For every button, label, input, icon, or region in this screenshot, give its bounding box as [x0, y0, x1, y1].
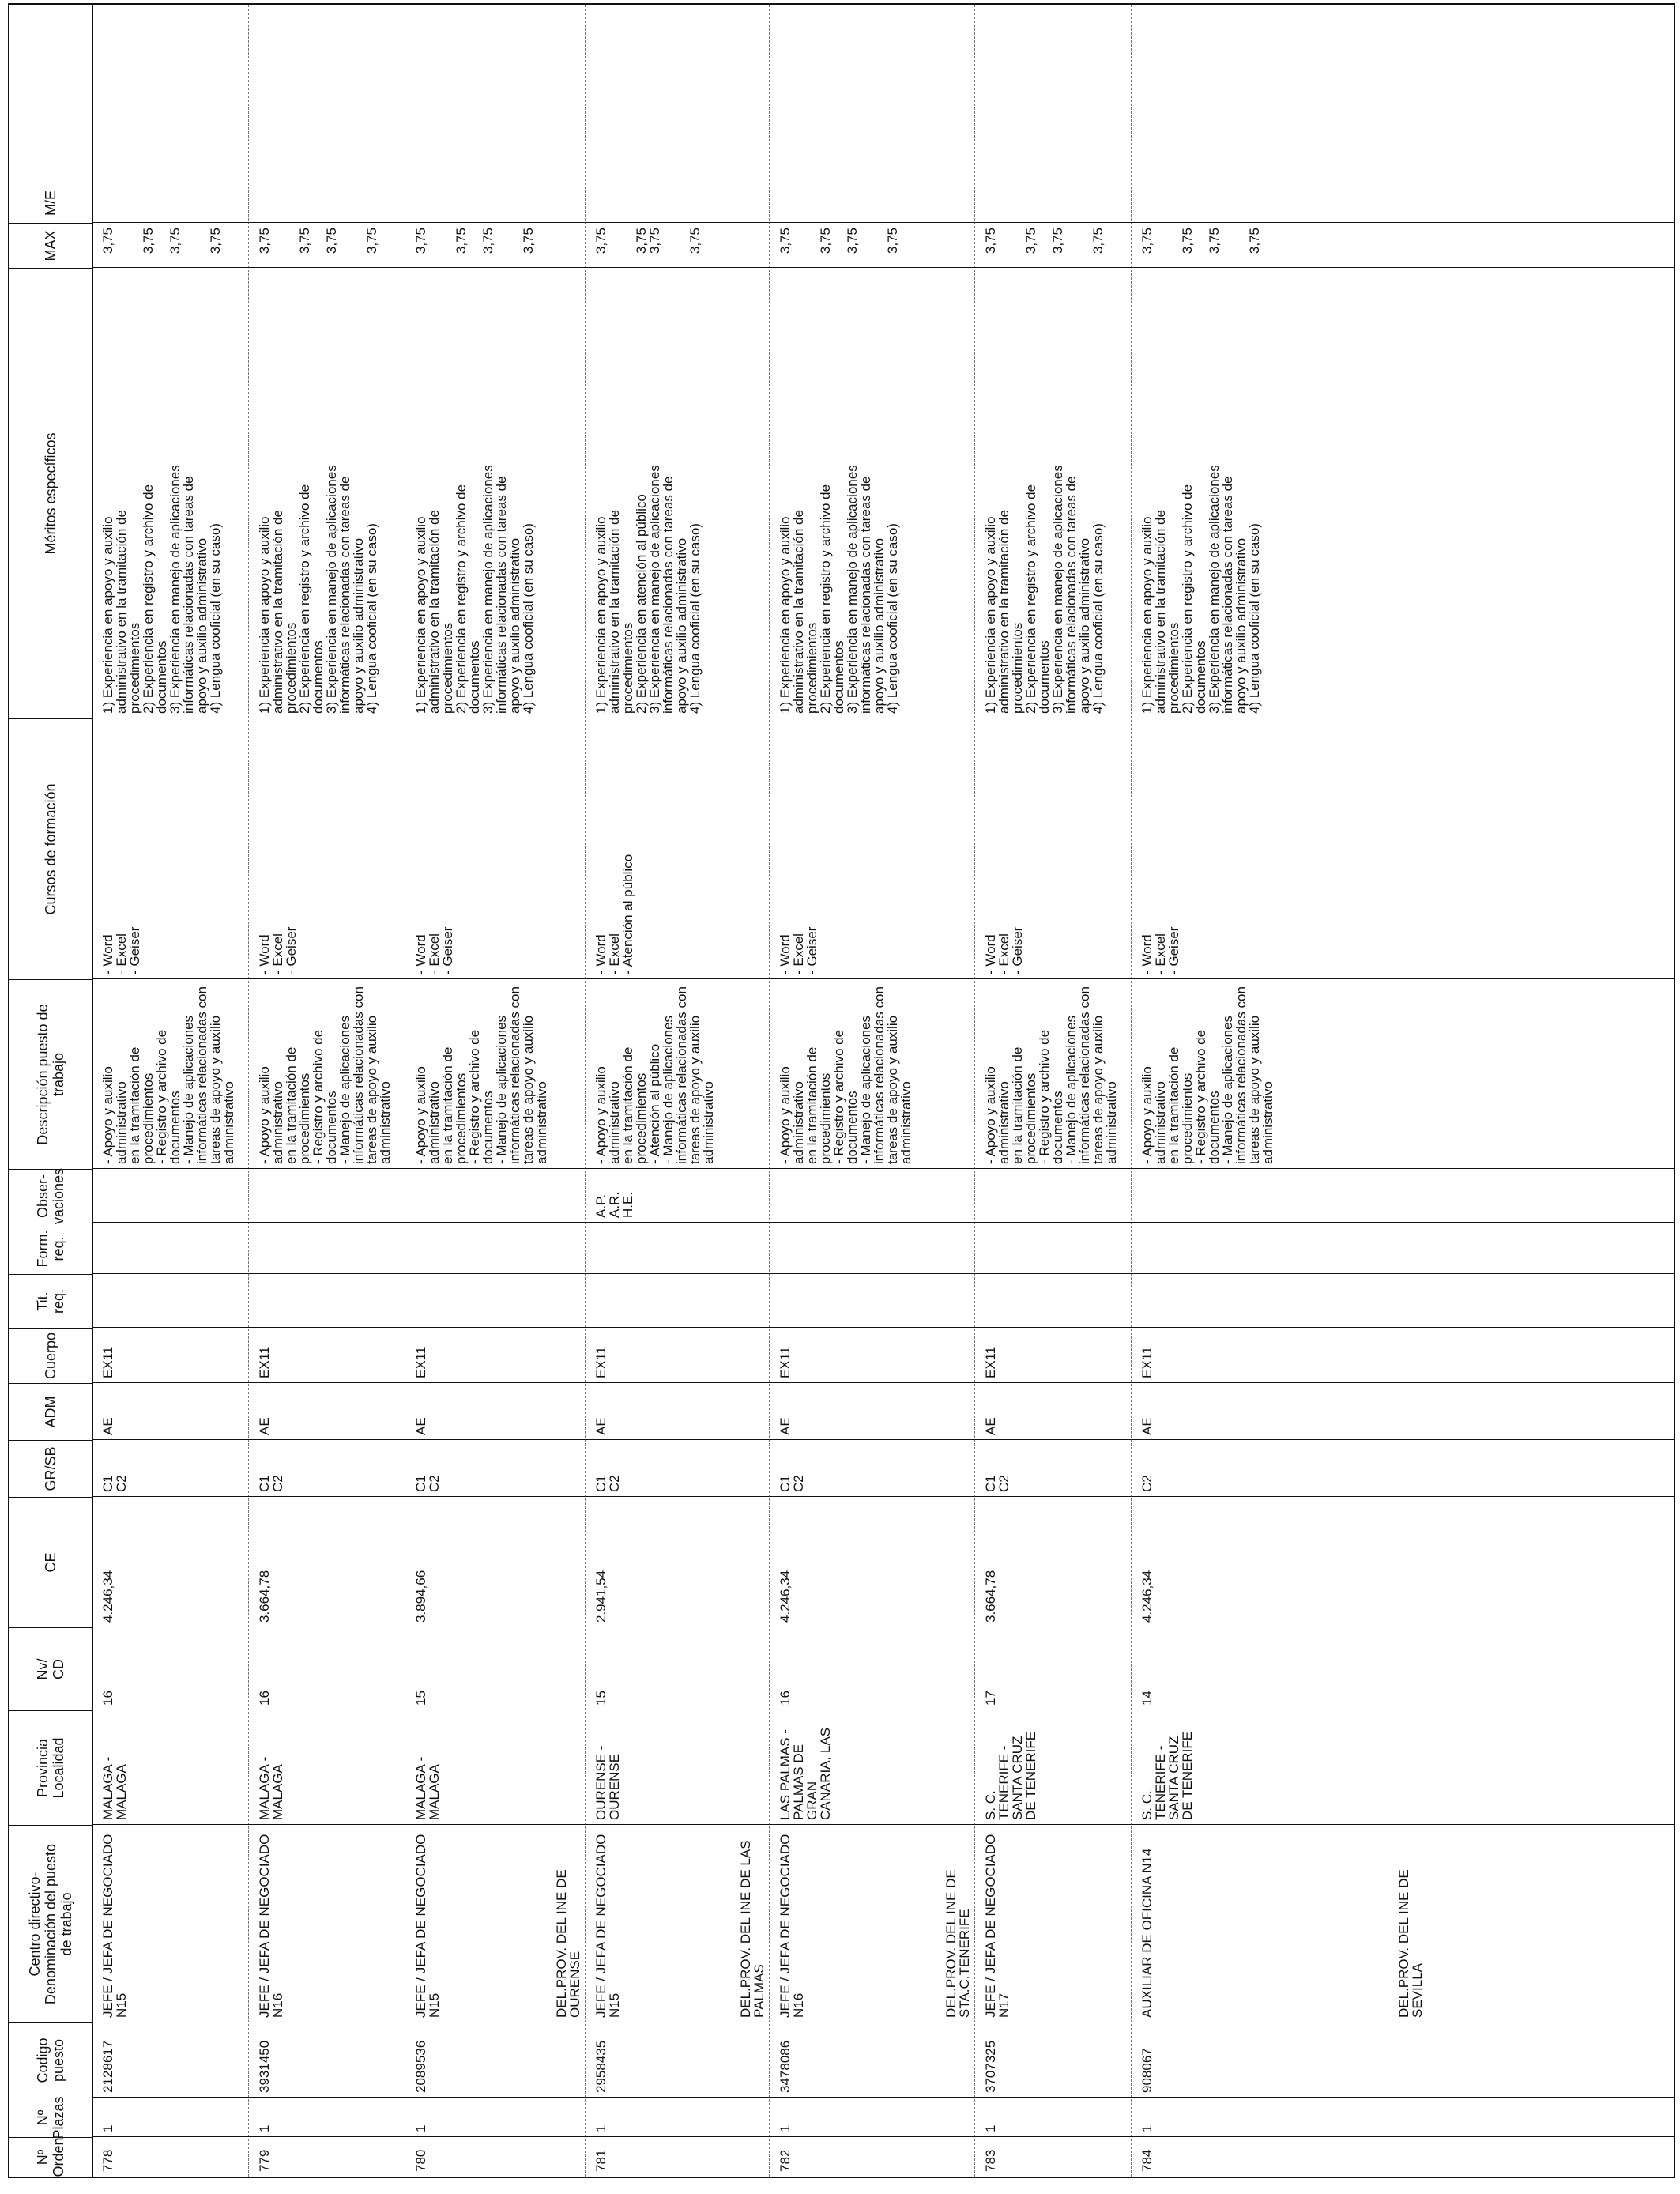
table-row	[974, 5, 1132, 2177]
column-divider	[92, 2097, 1674, 2098]
cell-adm: AE	[100, 1417, 115, 1435]
cell-nivel: 14	[1139, 1691, 1155, 1706]
cell-adm: AE	[778, 1417, 793, 1435]
column-divider	[92, 267, 1674, 268]
cell-descripcion: - Apoyo y auxilio administrativo en la tramitación de procedimientos - Atención al público - Manejo de aplicaciones informáticas relacionadas con tareas de apoyo y auxilio administrativo	[593, 986, 716, 1164]
cell-nivel: 15	[413, 1691, 428, 1706]
cell-centro-directivo: DEL.PROV. DEL INE DE SEVILLA	[1396, 1869, 1425, 2018]
cell-grupo: C1 C2	[593, 1475, 622, 1492]
cell-plazas: 1	[1139, 2124, 1155, 2132]
cell-tit	[769, 1274, 778, 1328]
cell-descripcion: - Apoyo y auxilio administrativo en la tramitación de procedimientos - Registro y archivo de documentos - Manejo de aplicaciones informáticas relacionadas con tareas de apoyo y auxilio administrativo	[778, 986, 913, 1164]
cell-descripcion: - Apoyo y auxilio administrativo en la tramitación de procedimientos - Registro y archivo de documentos - Manejo de aplicaciones informáticas relacionadas con tareas de apoyo y auxilio administrativo	[1139, 986, 1275, 1164]
cell-nivel: 17	[983, 1691, 998, 1706]
cell-adm: AE	[983, 1417, 998, 1435]
cell-form	[769, 1223, 778, 1274]
cell-orden: 781	[593, 2149, 608, 2172]
column-divider	[92, 1222, 1674, 1223]
cell-cuerpo: EX11	[257, 1346, 272, 1378]
cell-form	[248, 1223, 258, 1274]
cell-puesto: JEFE / JEFA DE NEGOCIADO N16	[257, 1834, 285, 2018]
cell-meritos: 1) Experiencia en apoyo y auxilio administrativo en la tramitación de procedimientos 2) Experiencia en registro y archivo de documentos 3) Experiencia en manejo de aplicaciones informáticas relacionadas con tareas de apoyo y auxilio administrativo 4) Lengua cooficial (en su caso)	[413, 465, 536, 714]
cell-ce: 3.664,78	[257, 1570, 272, 1623]
cell-max: 3,75 3,75 3,75 3,75	[778, 228, 900, 254]
cell-orden: 780	[413, 2149, 428, 2172]
cell-plazas: 1	[257, 2124, 272, 2132]
cell-max: 3,75 3,75 3,75 3,75	[257, 228, 379, 254]
cell-provincia: MALAGA - MALAGA	[100, 1756, 129, 1820]
cell-orden: 779	[257, 2149, 272, 2172]
table-row	[92, 5, 249, 2177]
cell-provincia: S. C. TENERIFE - SANTA CRUZ DE TENERIFE	[983, 1731, 1038, 1820]
cell-cursos: - Word - Excel - Geiser	[983, 926, 1025, 974]
cell-cursos: - Word - Excel - Geiser	[100, 926, 142, 974]
cell-ce: 4.246,34	[100, 1570, 115, 1623]
cell-me	[405, 183, 414, 223]
cell-me	[92, 183, 101, 223]
cell-nivel: 16	[257, 1691, 272, 1706]
cell-obs	[405, 1169, 414, 1223]
cell-cursos: - Word - Excel - Atención al público	[593, 854, 635, 974]
cell-me	[248, 183, 258, 223]
cell-plazas: 1	[100, 2124, 115, 2132]
cell-ce: 3.664,78	[983, 1570, 998, 1623]
cell-grupo: C1 C2	[413, 1475, 442, 1492]
cell-descripcion: - Apoyo y auxilio administrativo en la tramitación de procedimientos - Registro y archivo de documentos - Manejo de aplicaciones informáticas relacionadas con tareas de apoyo y auxilio administrativo	[257, 986, 393, 1164]
cell-grupo: C1 C2	[257, 1475, 285, 1492]
cell-centro-directivo: DEL.PROV. DEL INE DE LAS PALMAS	[738, 1840, 767, 2018]
cell-cuerpo: EX11	[983, 1346, 998, 1378]
header-orden: Nº Orden	[9, 2137, 92, 2177]
header-plazas: Nº Plazas	[9, 2098, 92, 2137]
cell-codigo: 3707325	[983, 2040, 998, 2093]
header-codigo: Codigo puesto	[9, 2022, 92, 2098]
column-divider	[92, 978, 1674, 979]
cell-nivel: 15	[593, 1691, 608, 1706]
cell-max: 3,75 3,75 3,75 3,75	[413, 228, 536, 254]
cell-cuerpo: EX11	[100, 1346, 115, 1378]
cell-meritos: 1) Experiencia en apoyo y auxilio administrativo en la tramitación de procedimientos 2) Experiencia en registro y archivo de documentos 3) Experiencia en manejo de aplicaciones informáticas relacionadas con tareas de apoyo y auxilio administrativo 4) Lengua cooficial (en su caso)	[1139, 465, 1262, 714]
cell-adm: AE	[593, 1417, 608, 1435]
cell-meritos: 1) Experiencia en apoyo y auxilio administrativo en la tramitación de procedimientos 2) Experiencia en registro y archivo de documentos 3) Experiencia en manejo de aplicaciones informáticas relacionadas con tareas de apoyo y auxilio administrativo 4) Lengua cooficial (en su caso)	[778, 465, 900, 714]
cell-descripcion: - Apoyo y auxilio administrativo en la tramitación de procedimientos - Registro y archivo de documentos - Manejo de aplicaciones informáticas relacionadas con tareas de apoyo y auxilio administrativo	[413, 986, 549, 1164]
column-divider	[92, 1439, 1674, 1440]
cell-form	[1131, 1223, 1140, 1274]
header-max: MAX	[9, 223, 92, 268]
cell-obs	[974, 1169, 984, 1223]
cell-puesto: JEFE / JEFA DE NEGOCIADO N15	[413, 1834, 442, 2018]
cell-grupo: C1 C2	[100, 1475, 129, 1492]
vacancy-table	[8, 3, 1675, 2178]
cell-tit	[92, 1274, 101, 1328]
table-row	[405, 5, 586, 2177]
cell-form	[405, 1223, 414, 1274]
table-header	[9, 5, 93, 2177]
header-nivel: Nv/ CD	[9, 1627, 92, 1710]
cell-cuerpo: EX11	[593, 1346, 608, 1378]
cell-obs	[248, 1169, 258, 1223]
cell-me	[769, 183, 778, 223]
cell-grupo: C2	[1139, 1475, 1155, 1492]
cell-obs	[1131, 1169, 1140, 1223]
cell-max: 3,75 3,75 3,75 3,75	[593, 228, 703, 254]
cell-tit	[974, 1274, 984, 1328]
cell-provincia: MALAGA - MALAGA	[257, 1756, 285, 1820]
cell-meritos: 1) Experiencia en apoyo y auxilio administrativo en la tramitación de procedimientos 2) Experiencia en registro y archivo de documentos 3) Experiencia en manejo de aplicaciones informáticas relacionadas con tareas de apoyo y auxilio administrativo 4) Lengua cooficial (en su caso)	[257, 465, 379, 714]
cell-provincia: OURENSE - OURENSE	[593, 1745, 622, 1820]
column-divider	[92, 1824, 1674, 1825]
cell-adm: AE	[257, 1417, 272, 1435]
table-row	[585, 5, 770, 2177]
header-form: Form. req.	[9, 1223, 92, 1274]
cell-cursos: - Word - Excel - Geiser	[257, 926, 299, 974]
header-ce: CE	[9, 1497, 92, 1627]
header-grupo: GR/SB	[9, 1440, 92, 1497]
cell-orden: 784	[1139, 2149, 1155, 2172]
cell-orden: 783	[983, 2149, 998, 2172]
cell-plazas: 1	[593, 2124, 608, 2132]
cell-grupo: C1 C2	[778, 1475, 806, 1492]
cell-me	[974, 183, 984, 223]
column-divider	[92, 1496, 1674, 1497]
cell-provincia: MALAGA - MALAGA	[413, 1756, 442, 1820]
cell-codigo: 2128617	[100, 2040, 115, 2093]
cell-puesto: JEFE / JEFA DE NEGOCIADO N15	[100, 1834, 129, 2018]
cell-plazas: 1	[778, 2124, 793, 2132]
cell-descripcion: - Apoyo y auxilio administrativo en la tramitación de procedimientos - Registro y archivo de documentos - Manejo de aplicaciones informáticas relacionadas con tareas de apoyo y auxilio administrativo	[983, 986, 1119, 1164]
header-descripcion: Descripción puesto de trabajo	[9, 979, 92, 1169]
header-provincia: Provincia Localidad	[9, 1710, 92, 1825]
cell-tit	[1131, 1274, 1140, 1328]
table-row	[1131, 5, 1427, 2177]
cell-nivel: 16	[100, 1691, 115, 1706]
cell-meritos: 1) Experiencia en apoyo y auxilio administrativo en la tramitación de procedimientos 2) Experiencia en registro y archivo de documentos 3) Experiencia en manejo de aplicaciones informáticas relacionadas con tareas de apoyo y auxilio administrativo 4) Lengua cooficial (en su caso)	[100, 465, 223, 714]
cell-ce: 4.246,34	[778, 1570, 793, 1623]
column-divider	[92, 2136, 1674, 2137]
table-row	[769, 5, 975, 2177]
cell-adm: AE	[413, 1417, 428, 1435]
cell-obs	[769, 1169, 778, 1223]
cell-form	[92, 1223, 101, 1274]
cell-centro-directivo: DEL.PROV. DEL INE DE STA.C.TENERIFE	[944, 1869, 972, 2018]
cell-orden: 778	[100, 2149, 115, 2172]
header-tit: Tit. req.	[9, 1274, 92, 1328]
cell-centro-directivo: DEL.PROV. DEL INE DE OURENSE	[554, 1869, 582, 2018]
cell-max: 3,75 3,75 3,75 3,75	[983, 228, 1106, 254]
header-me: M/E	[43, 190, 58, 217]
column-divider	[92, 1168, 1674, 1169]
cell-adm: AE	[1139, 1417, 1155, 1435]
cell-obs	[92, 1169, 101, 1223]
cell-codigo: 3478086	[778, 2040, 793, 2093]
header-cuerpo: Cuerpo	[9, 1328, 92, 1383]
header-adm: ADM	[9, 1383, 92, 1440]
cell-tit	[248, 1274, 258, 1328]
cell-grupo: C1 C2	[983, 1475, 1011, 1492]
cell-meritos: 1) Experiencia en apoyo y auxilio administrativo en la tramitación de procedimientos 2) Experiencia en atención al público 3) Experiencia en manejo de aplicaciones informáticas relacionadas con tareas de apoyo y auxilio administrativo 4) Lengua cooficial (en su caso)	[593, 465, 703, 714]
table-row	[248, 5, 405, 2177]
cell-ce: 4.246,34	[1139, 1570, 1155, 1623]
cell-cursos: - Word - Excel - Geiser	[1139, 926, 1181, 974]
cell-obs: A.P. A.R. H.E.	[593, 1191, 635, 1218]
cell-cursos: - Word - Excel - Geiser	[778, 926, 819, 974]
cell-puesto: JEFE / JEFA DE NEGOCIADO N17	[983, 1834, 1011, 2018]
column-divider	[92, 1382, 1674, 1383]
cell-meritos: 1) Experiencia en apoyo y auxilio administrativo en la tramitación de procedimientos 2) Experiencia en registro y archivo de documentos 3) Experiencia en manejo de aplicaciones informáticas relacionadas con tareas de apoyo y auxilio administrativo 4) Lengua cooficial (en su caso)	[983, 465, 1106, 714]
cell-codigo: 2958435	[593, 2040, 608, 2093]
cell-codigo: 3931450	[257, 2040, 272, 2093]
column-divider	[92, 1327, 1674, 1328]
cell-puesto: JEFE / JEFA DE NEGOCIADO N15	[593, 1834, 622, 2018]
cell-cuerpo: EX11	[413, 1346, 428, 1378]
cell-plazas: 1	[983, 2124, 998, 2132]
header-obs: Obser- vaciones	[9, 1169, 92, 1223]
cell-tit	[585, 1274, 594, 1328]
header-cursos: Cursos de formación	[9, 718, 92, 979]
cell-provincia: S. C. TENERIFE - SANTA CRUZ DE TENERIFE	[1139, 1731, 1195, 1820]
cell-puesto: AUXILIAR DE OFICINA N14	[1139, 1848, 1155, 2018]
cell-provincia: LAS PALMAS - PALMAS DE GRAN CANARIA, LAS	[778, 1727, 833, 1820]
cell-plazas: 1	[413, 2124, 428, 2132]
cell-me	[1131, 183, 1140, 223]
cell-form	[585, 1223, 594, 1274]
cell-nivel: 16	[778, 1691, 793, 1706]
header-meritos: Méritos específicos	[9, 268, 92, 718]
cell-me	[585, 183, 594, 223]
cell-max: 3,75 3,75 3,75 3,75	[100, 228, 223, 254]
column-divider	[92, 222, 1674, 223]
cell-cursos: - Word - Excel - Geiser	[413, 926, 455, 974]
cell-tit	[405, 1274, 414, 1328]
cell-cuerpo: EX11	[778, 1346, 793, 1378]
cell-cuerpo: EX11	[1139, 1346, 1155, 1378]
cell-max: 3,75 3,75 3,75 3,75	[1139, 228, 1262, 254]
cell-ce: 3.894,66	[413, 1570, 428, 1623]
cell-descripcion: - Apoyo y auxilio administrativo en la tramitación de procedimientos - Registro y archivo de documentos - Manejo de aplicaciones informáticas relacionadas con tareas de apoyo y auxilio administrativo	[100, 986, 236, 1164]
cell-form	[974, 1223, 984, 1274]
header-puesto: Centro directivo- Denominación del puesto de trabajo	[9, 1825, 92, 2022]
cell-puesto: JEFE / JEFA DE NEGOCIADO N16	[778, 1834, 806, 2018]
cell-codigo: 2089536	[413, 2040, 428, 2093]
cell-ce: 2.941,54	[593, 1570, 608, 1623]
column-divider	[92, 1273, 1674, 1274]
cell-orden: 782	[778, 2149, 793, 2172]
cell-codigo: 908067	[1139, 2048, 1155, 2093]
